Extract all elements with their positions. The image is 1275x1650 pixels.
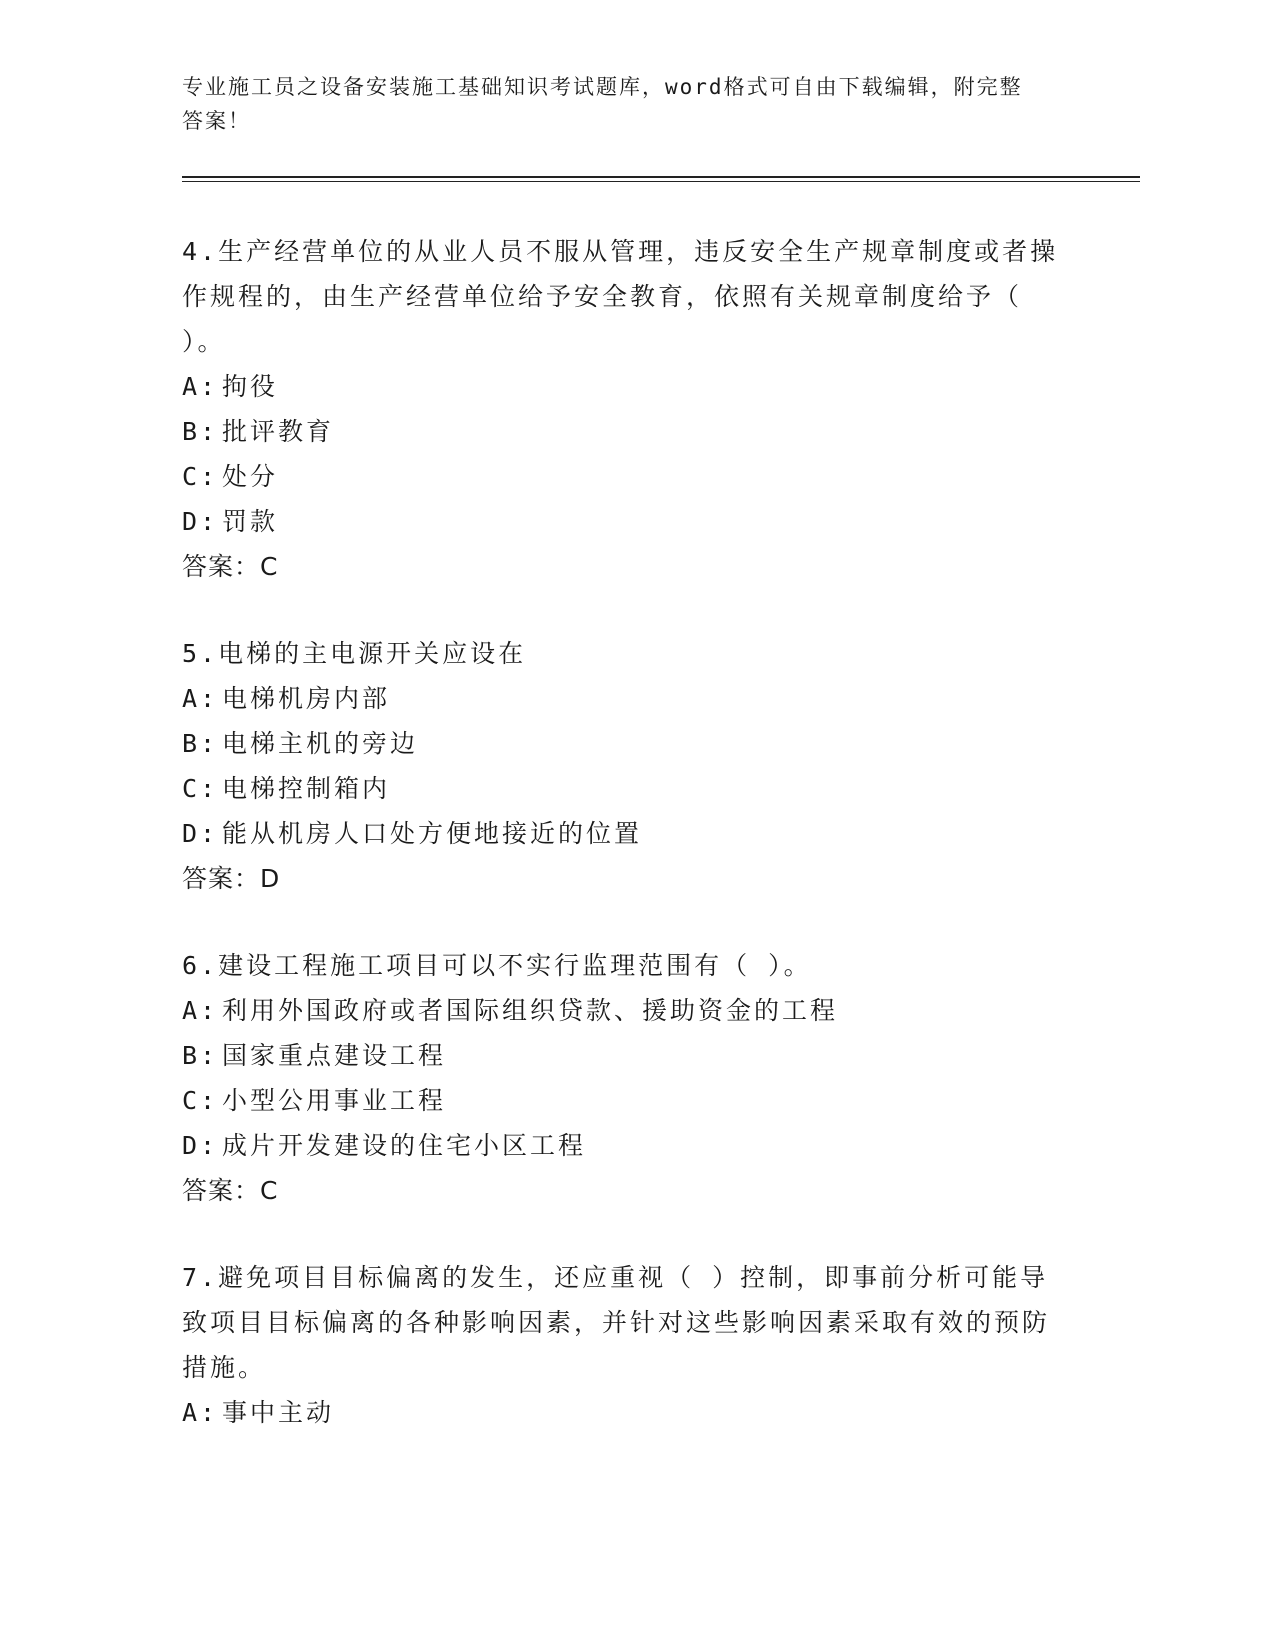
option-letter: C: bbox=[182, 774, 219, 803]
option-a bbox=[182, 1390, 1062, 1435]
document-header: 专业施工员之设备安装施工基础知识考试题库，word格式可自由下载编辑，附完整答案！ bbox=[182, 75, 1023, 133]
question-text: 7.避免项目目标偏离的发生，还应重视（ ）控制，即事前分析可能导致项目目标偏离的各种影响因素，并针对这些影响因素采取有效的预防措施。 bbox=[182, 1263, 1051, 1382]
option-letter: C: bbox=[182, 1086, 219, 1115]
option-c bbox=[182, 766, 1062, 811]
option-text: 电梯主机的旁边 bbox=[222, 729, 419, 758]
option-letter: B: bbox=[182, 729, 219, 758]
option-letter: B: bbox=[182, 1041, 219, 1070]
option-c bbox=[182, 454, 1062, 499]
option-text: 事中主动 bbox=[222, 1398, 335, 1427]
option-letter: D: bbox=[182, 1131, 219, 1160]
option-a bbox=[182, 988, 1062, 1033]
option-text: 电梯控制箱内 bbox=[222, 774, 391, 803]
question-text: 6.建设工程施工项目可以不实行监理范围有（ ）。 bbox=[182, 951, 812, 980]
option-text: 批评教育 bbox=[222, 417, 335, 446]
option-text: 利用外国政府或者国际组织贷款、援助资金的工程 bbox=[222, 996, 839, 1025]
header-divider-thick bbox=[182, 176, 1140, 178]
option-letter: B: bbox=[182, 417, 219, 446]
question-7 bbox=[182, 1255, 1062, 1435]
question-list bbox=[182, 229, 1062, 1477]
question-text: 5.电梯的主电源开关应设在 bbox=[182, 639, 527, 668]
option-letter: A: bbox=[182, 996, 219, 1025]
option-a bbox=[182, 676, 1062, 721]
option-text: 成片开发建设的住宅小区工程 bbox=[222, 1131, 587, 1160]
option-text: 拘役 bbox=[222, 372, 279, 401]
option-letter: A: bbox=[182, 1398, 219, 1427]
option-text: 罚款 bbox=[222, 507, 279, 536]
answer-line: 答案：D bbox=[182, 864, 281, 893]
answer-line: 答案：C bbox=[182, 552, 279, 581]
question-text: 4.生产经营单位的从业人员不服从管理，违反安全生产规章制度或者操作规程的，由生产经营单位给予安全教育，依照有关规章制度给予（ ）。 bbox=[182, 237, 1059, 356]
header-divider-thin bbox=[182, 181, 1140, 182]
option-text: 小型公用事业工程 bbox=[222, 1086, 447, 1115]
option-text: 电梯机房内部 bbox=[222, 684, 391, 713]
option-d bbox=[182, 1123, 1062, 1168]
option-d bbox=[182, 499, 1062, 544]
option-b bbox=[182, 1033, 1062, 1078]
option-a bbox=[182, 364, 1062, 409]
option-c bbox=[182, 1078, 1062, 1123]
option-text: 处分 bbox=[222, 462, 279, 491]
option-text: 能从机房人口处方便地接近的位置 bbox=[222, 819, 643, 848]
question-4 bbox=[182, 229, 1062, 589]
option-letter: D: bbox=[182, 819, 219, 848]
option-letter: C: bbox=[182, 462, 219, 491]
option-text: 国家重点建设工程 bbox=[222, 1041, 447, 1070]
option-b bbox=[182, 721, 1062, 766]
option-letter: D: bbox=[182, 507, 219, 536]
option-b bbox=[182, 409, 1062, 454]
option-letter: A: bbox=[182, 684, 219, 713]
question-5 bbox=[182, 631, 1062, 901]
question-6 bbox=[182, 943, 1062, 1213]
option-d bbox=[182, 811, 1062, 856]
option-letter: A: bbox=[182, 372, 219, 401]
answer-line: 答案：C bbox=[182, 1176, 279, 1205]
